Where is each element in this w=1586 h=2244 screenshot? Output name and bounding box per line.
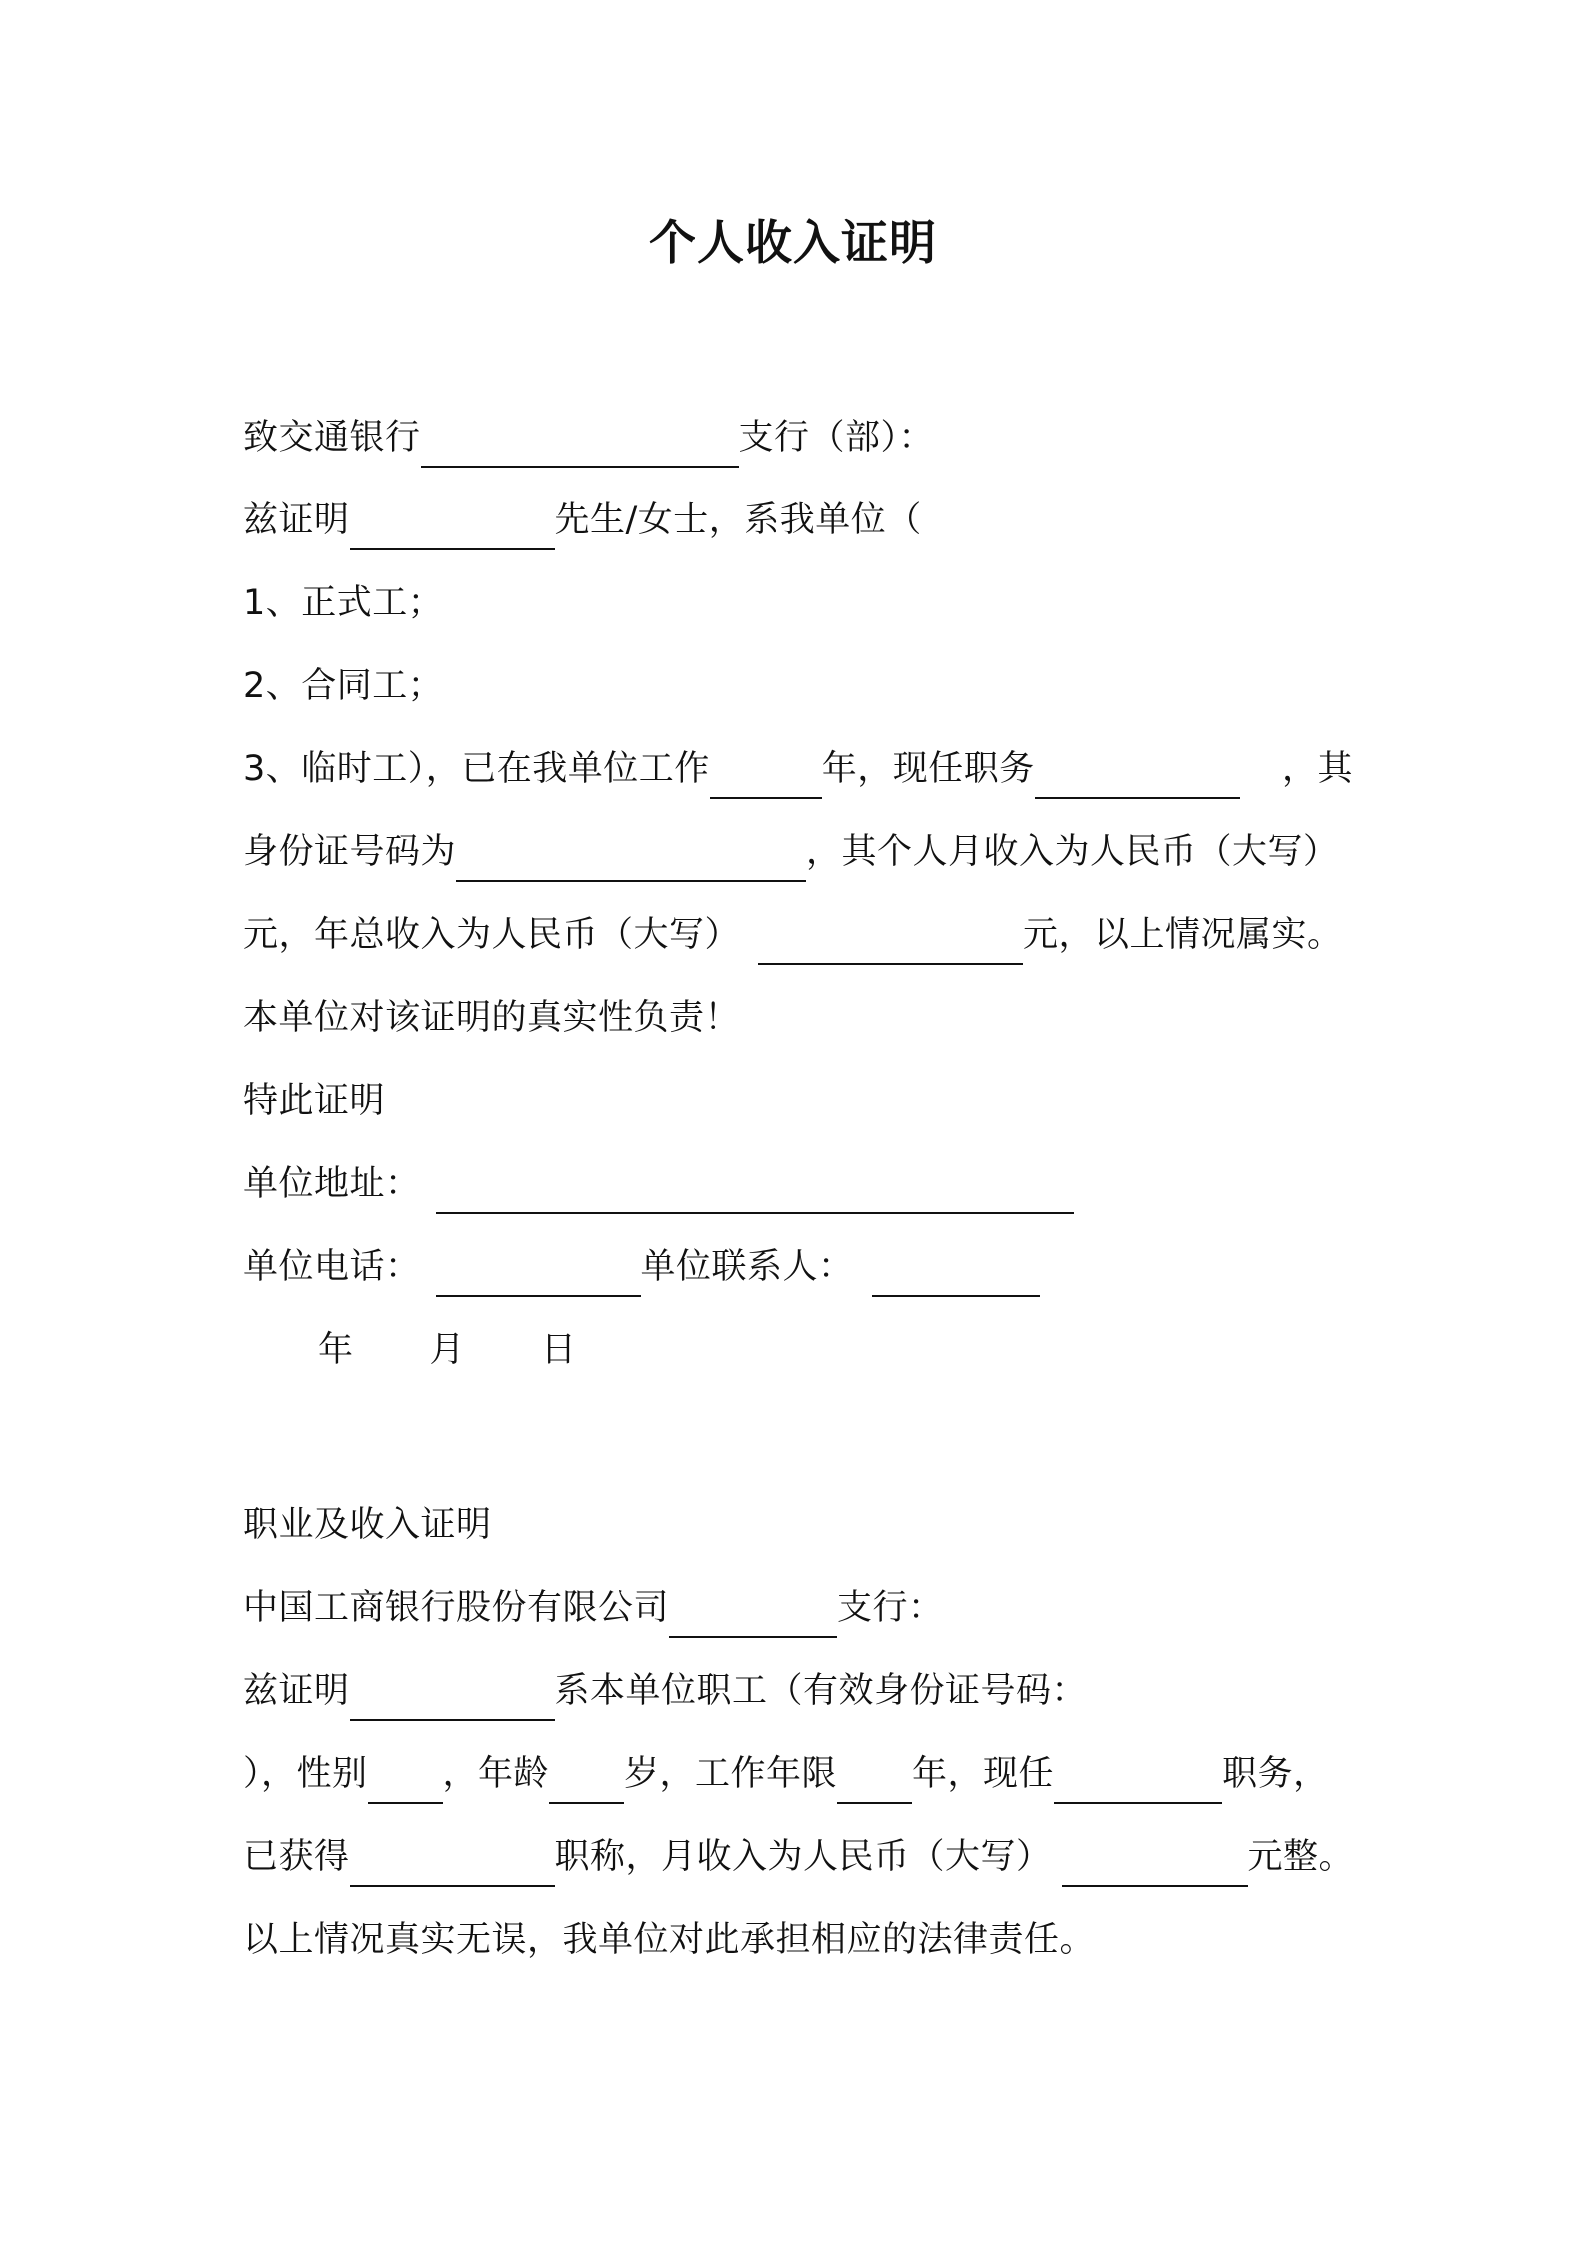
bank-line (243, 1578, 944, 1638)
income-suffix: 元整。 (1247, 1837, 1355, 1877)
monthly-income-blank[interactable] (1062, 1827, 1248, 1887)
date-line (318, 1320, 577, 1380)
addressee-suffix: 支行（部）： (738, 418, 935, 458)
current-position-blank[interactable] (1054, 1744, 1222, 1804)
position-label: 年，现任职务 (821, 749, 1035, 789)
document-title: 个人收入证明 (649, 216, 937, 271)
addressee-prefix: 致交通银行 (243, 418, 421, 458)
work-years-label: 岁，工作年限 (624, 1754, 838, 1794)
phone-contact-line (243, 1237, 1040, 1297)
position-suffix: 职务， (1222, 1754, 1329, 1794)
years-worked-blank[interactable] (710, 739, 822, 799)
monthly-income-label-2: 职称，月收入为人民币（大写） (554, 1837, 1052, 1877)
certify-prefix: 兹证明 (243, 500, 350, 540)
annual-income-blank[interactable] (758, 905, 1023, 965)
contact-blank[interactable] (872, 1237, 1040, 1297)
details-line (243, 1744, 1329, 1804)
annual-income-suffix: 元，以上情况属实。 (1023, 915, 1343, 955)
obtained-label: 已获得 (243, 1837, 350, 1877)
option-formal: 1、正式工； (243, 583, 444, 623)
option-contract: 2、合同工； (243, 666, 444, 706)
bank-name: 中国工商银行股份有限公司 (243, 1588, 670, 1628)
employment-prefix: 3、临时工），已在我单位工作 (243, 749, 710, 789)
liability-statement: 以上情况真实无误，我单位对此承担相应的法律责任。 (243, 1920, 1096, 1960)
bank-suffix: 支行： (837, 1588, 944, 1628)
employee-line (243, 1661, 1087, 1721)
professional-title-blank[interactable] (350, 1827, 555, 1887)
phone-blank[interactable] (436, 1237, 641, 1297)
date-year: 年 (318, 1330, 354, 1370)
responsibility-line: 本单位对该证明的真实性负责！ (243, 998, 741, 1038)
gender-label: ），性别 (243, 1754, 368, 1794)
branch-name-blank[interactable] (421, 408, 739, 468)
address-label: 单位地址： (243, 1164, 421, 1204)
date-month: 月 (429, 1330, 466, 1370)
employment-line (243, 739, 1353, 799)
annual-income-label: 元，年总收入为人民币（大写） (243, 915, 741, 955)
gender-blank[interactable] (368, 1744, 443, 1804)
address-line (243, 1154, 1074, 1214)
contact-label: 单位联系人： (640, 1247, 854, 1287)
employee-name-blank[interactable] (350, 1661, 555, 1721)
employee-prefix: 兹证明 (243, 1671, 350, 1711)
certify-suffix: 先生/女士，系我单位（ (554, 500, 922, 540)
certify-line (243, 490, 922, 550)
icbc-branch-blank[interactable] (669, 1578, 837, 1638)
annual-income-line (243, 905, 1343, 965)
hereby-certify: 特此证明 (243, 1081, 386, 1121)
section2-heading: 职业及收入证明 (243, 1505, 492, 1545)
id-number-blank[interactable] (456, 822, 806, 882)
date-day: 日 (541, 1330, 577, 1370)
employment-suffix: ，其 (1281, 749, 1353, 789)
age-label: ，年龄 (442, 1754, 550, 1794)
work-years-blank[interactable] (837, 1744, 912, 1804)
monthly-income-label: ，其个人月收入为人民币（大写） (806, 832, 1339, 872)
employee-id-label: 系本单位职工（有效身份证号码： (554, 1671, 1088, 1711)
address-blank[interactable] (436, 1154, 1074, 1214)
phone-label: 单位电话： (243, 1247, 421, 1287)
addressee-line (243, 408, 934, 468)
id-income-line (243, 822, 1339, 882)
position-blank[interactable] (1035, 739, 1240, 799)
current-position-label: 年，现任 (912, 1754, 1055, 1794)
age-blank[interactable] (549, 1744, 624, 1804)
person-name-blank[interactable] (350, 490, 555, 550)
title-income-line (243, 1827, 1354, 1887)
id-label: 身份证号码为 (243, 832, 457, 872)
